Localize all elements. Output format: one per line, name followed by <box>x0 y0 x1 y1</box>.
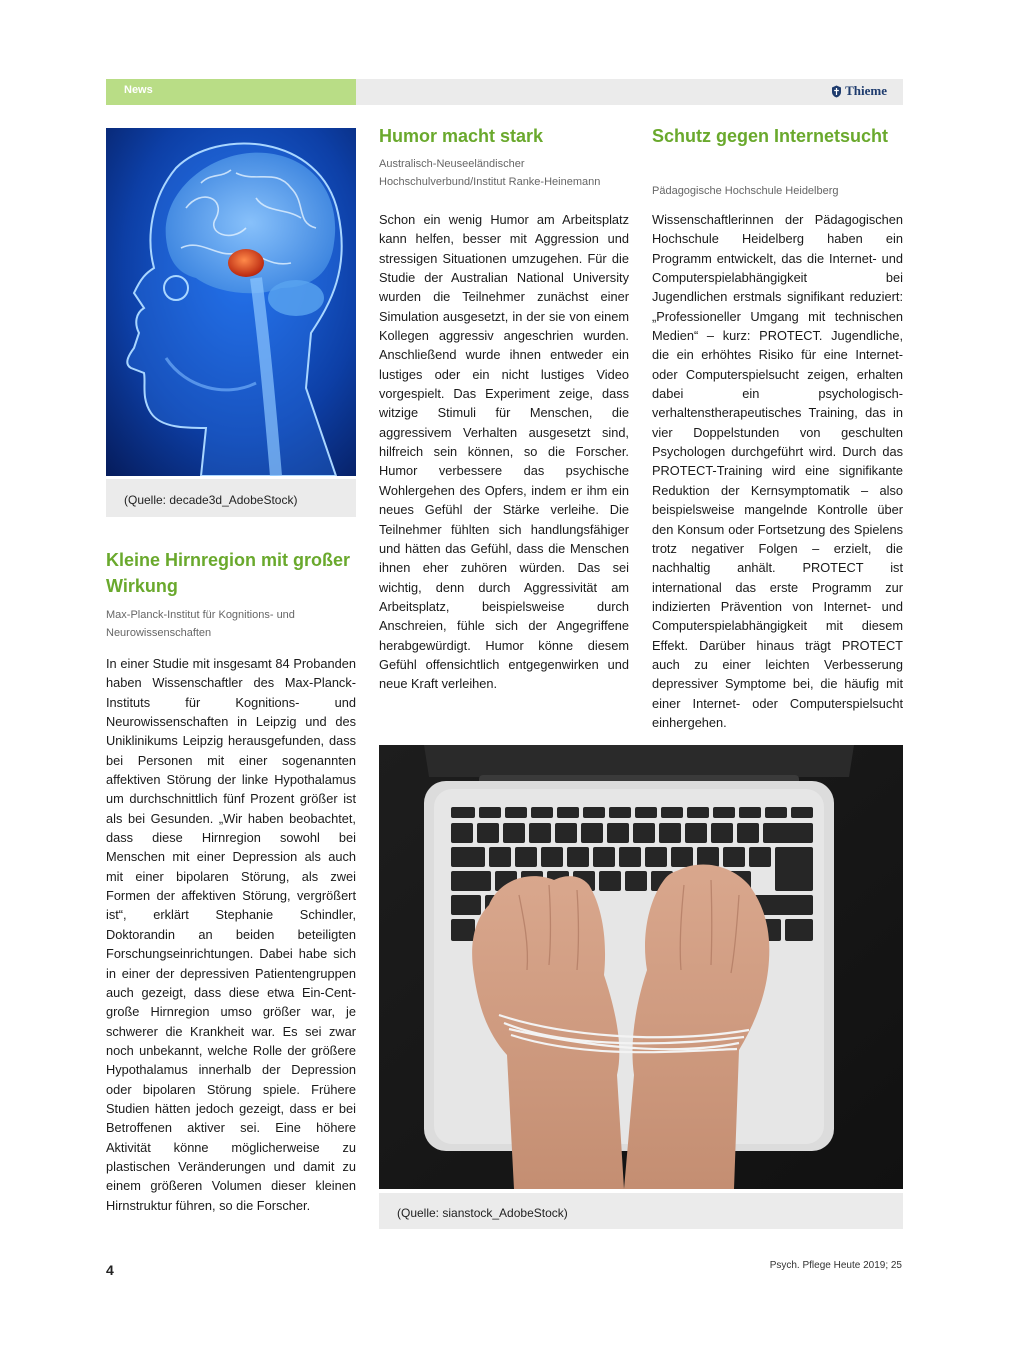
thieme-emblem-icon <box>831 85 842 98</box>
article-title-humor: Humor macht stark <box>379 126 544 146</box>
article-title-internetsucht: Schutz gegen Internetsucht <box>652 126 889 146</box>
brain-photo <box>106 128 356 476</box>
brain-photo-caption: (Quelle: decade3d_AdobeStock) <box>106 479 356 517</box>
article-source-hirnregion: Max-Planck-Institut für Kognitions- und Neurowissenschaften <box>106 609 295 639</box>
article-body-hirnregion: In einer Studie mit insgesamt 84 Probanden haben Wissenschaftler des Max-Planck-Instituts für Kognitions- und Neurowissenschaften in Leipzig und des Uniklinikums Leipzig herausgefunden, dass bei Personen mit einer sogenannten affektiven Störung der linke Hypothalamus um durchschnittlich fünf Prozent größer ist als bei Gesunden. „Wir haben beobachtet, dass diese Hirnregion sowohl bei Menschen mit einer Depression als auch mit einer bipolaren Störung, als zwei Formen der affektiven Störung, vergrößert ist“, erklärt Stephanie Schindler, Doktorandin an beiden beteiligten Forschungseinrichtungen. Dabei habe sich in einer der depressiven Patientengruppen auch gezeigt, dass diese etwa Ein-Cent-große Hirnregion umso größer war, je schwerer die Krankheit war. Es sei zwar noch unbekannt, welche Rolle der größere Hypothalamus innerhalb der Depression oder bipolaren Störung spiele. Frühere Studien hätten jedoch gezeigt, dass er bei Betroffenen aktiver sei. Eine höhere Aktivität könne möglicherweise zu plastischen Veränderungen und damit zu einem größeren Volumen dieser kleinen Hirnstruktur führen, so die Forscher. <box>106 656 356 1213</box>
section-tag <box>106 79 356 105</box>
publisher-name: Thieme <box>845 83 887 98</box>
article-body-humor: Schon ein wenig Humor am Arbeitsplatz kann helfen, besser mit Aggression und stressigen Situationen umzugehen. Für die Studie der Australian National University wurden die Teilnehmer zunächst einer Simulation ausgesetzt, in der sie von einem Kollegen aggressiv angeschrien wurden. Anschließend wurde ihnen entweder ein lustiges oder ein nicht lustiges Video vorgespielt. Das Experiment zeige, dass witzige Stimuli für Menschen, die aggressivem Verhalten ausgesetzt sind, hilfreich sein können, so die Forscher. Humor verbessere das psychische Wohlergehen des Opfers, indem er ihm ein neues Gefühl der Stärke verleihe. Die Teilnehmer fühlten sich handlungsfähiger und hätten das Gefühl, dass die Menschen ihnen eher zuhören würden. Das sei wichtig, denn durch Aggressivität am Arbeitsplatz, beispielsweise durch Anschreien, fühle sich der Angegriffene herabgewürdigt. Humor könne diesem Gefühl offensichtlich entgegenwirken und neue Kraft verleihen. <box>379 212 629 692</box>
header-bar <box>106 79 903 105</box>
laptop-photo <box>379 745 903 1189</box>
article-body-internetsucht: Wissenschaftlerinnen der Pädagogischen Hochschule Heidelberg haben ein Programm entwickelt, das die Internet- und Computerspielabhängigkeit bei Jugendlichen erstmals signifikant reduziert: „Professioneller Umgang mit technischen Medien“ – kurz: PROTECT. Jugendliche, die ein erhöhtes Risiko für eine Internet- oder Computerspielsucht zeigen, erhalten dabei ein psychologisch-verhaltenstherapeutisches Training, das in vier Doppelstunden von geschulten Psychologen durchgeführt wird. Durch das PROTECT-Training wird eine signifikante Reduktion der Kernsymptomatik – also beispielsweise mangelnde Kontrolle über den Konsum oder Fortsetzung des Spielens trotz negativer Folgen – erzielt, die nachhaltig anhält. PROTECT ist international das erste Programm zur indizierten Prävention von Internet- und Computerspielabhängigkeit mit diesem Effekt. Darüber hinaus trägt PROTECT auch zu einer leichten Verbesserung depressiver Symptome bei, die häufig mit einer Internet- oder Computerspielsucht einhergehen. <box>652 212 903 730</box>
page-number: 4 <box>106 1262 114 1278</box>
journal-citation: Psych. Pflege Heute 2019; 25 <box>769 1260 902 1271</box>
laptop-photo-caption: (Quelle: sianstock_AdobeStock) <box>379 1193 903 1229</box>
article-title-hirnregion: Kleine Hirnregion mit großer Wirkung <box>106 550 351 596</box>
article-source-internetsucht: Pädagogische Hochschule Heidelberg <box>652 185 839 197</box>
publisher-logo <box>831 83 887 99</box>
article-source-humor: Australisch-Neuseeländischer Hochschulverbund/Institut Ranke-Heinemann <box>379 158 601 188</box>
section-label: News <box>124 84 153 96</box>
